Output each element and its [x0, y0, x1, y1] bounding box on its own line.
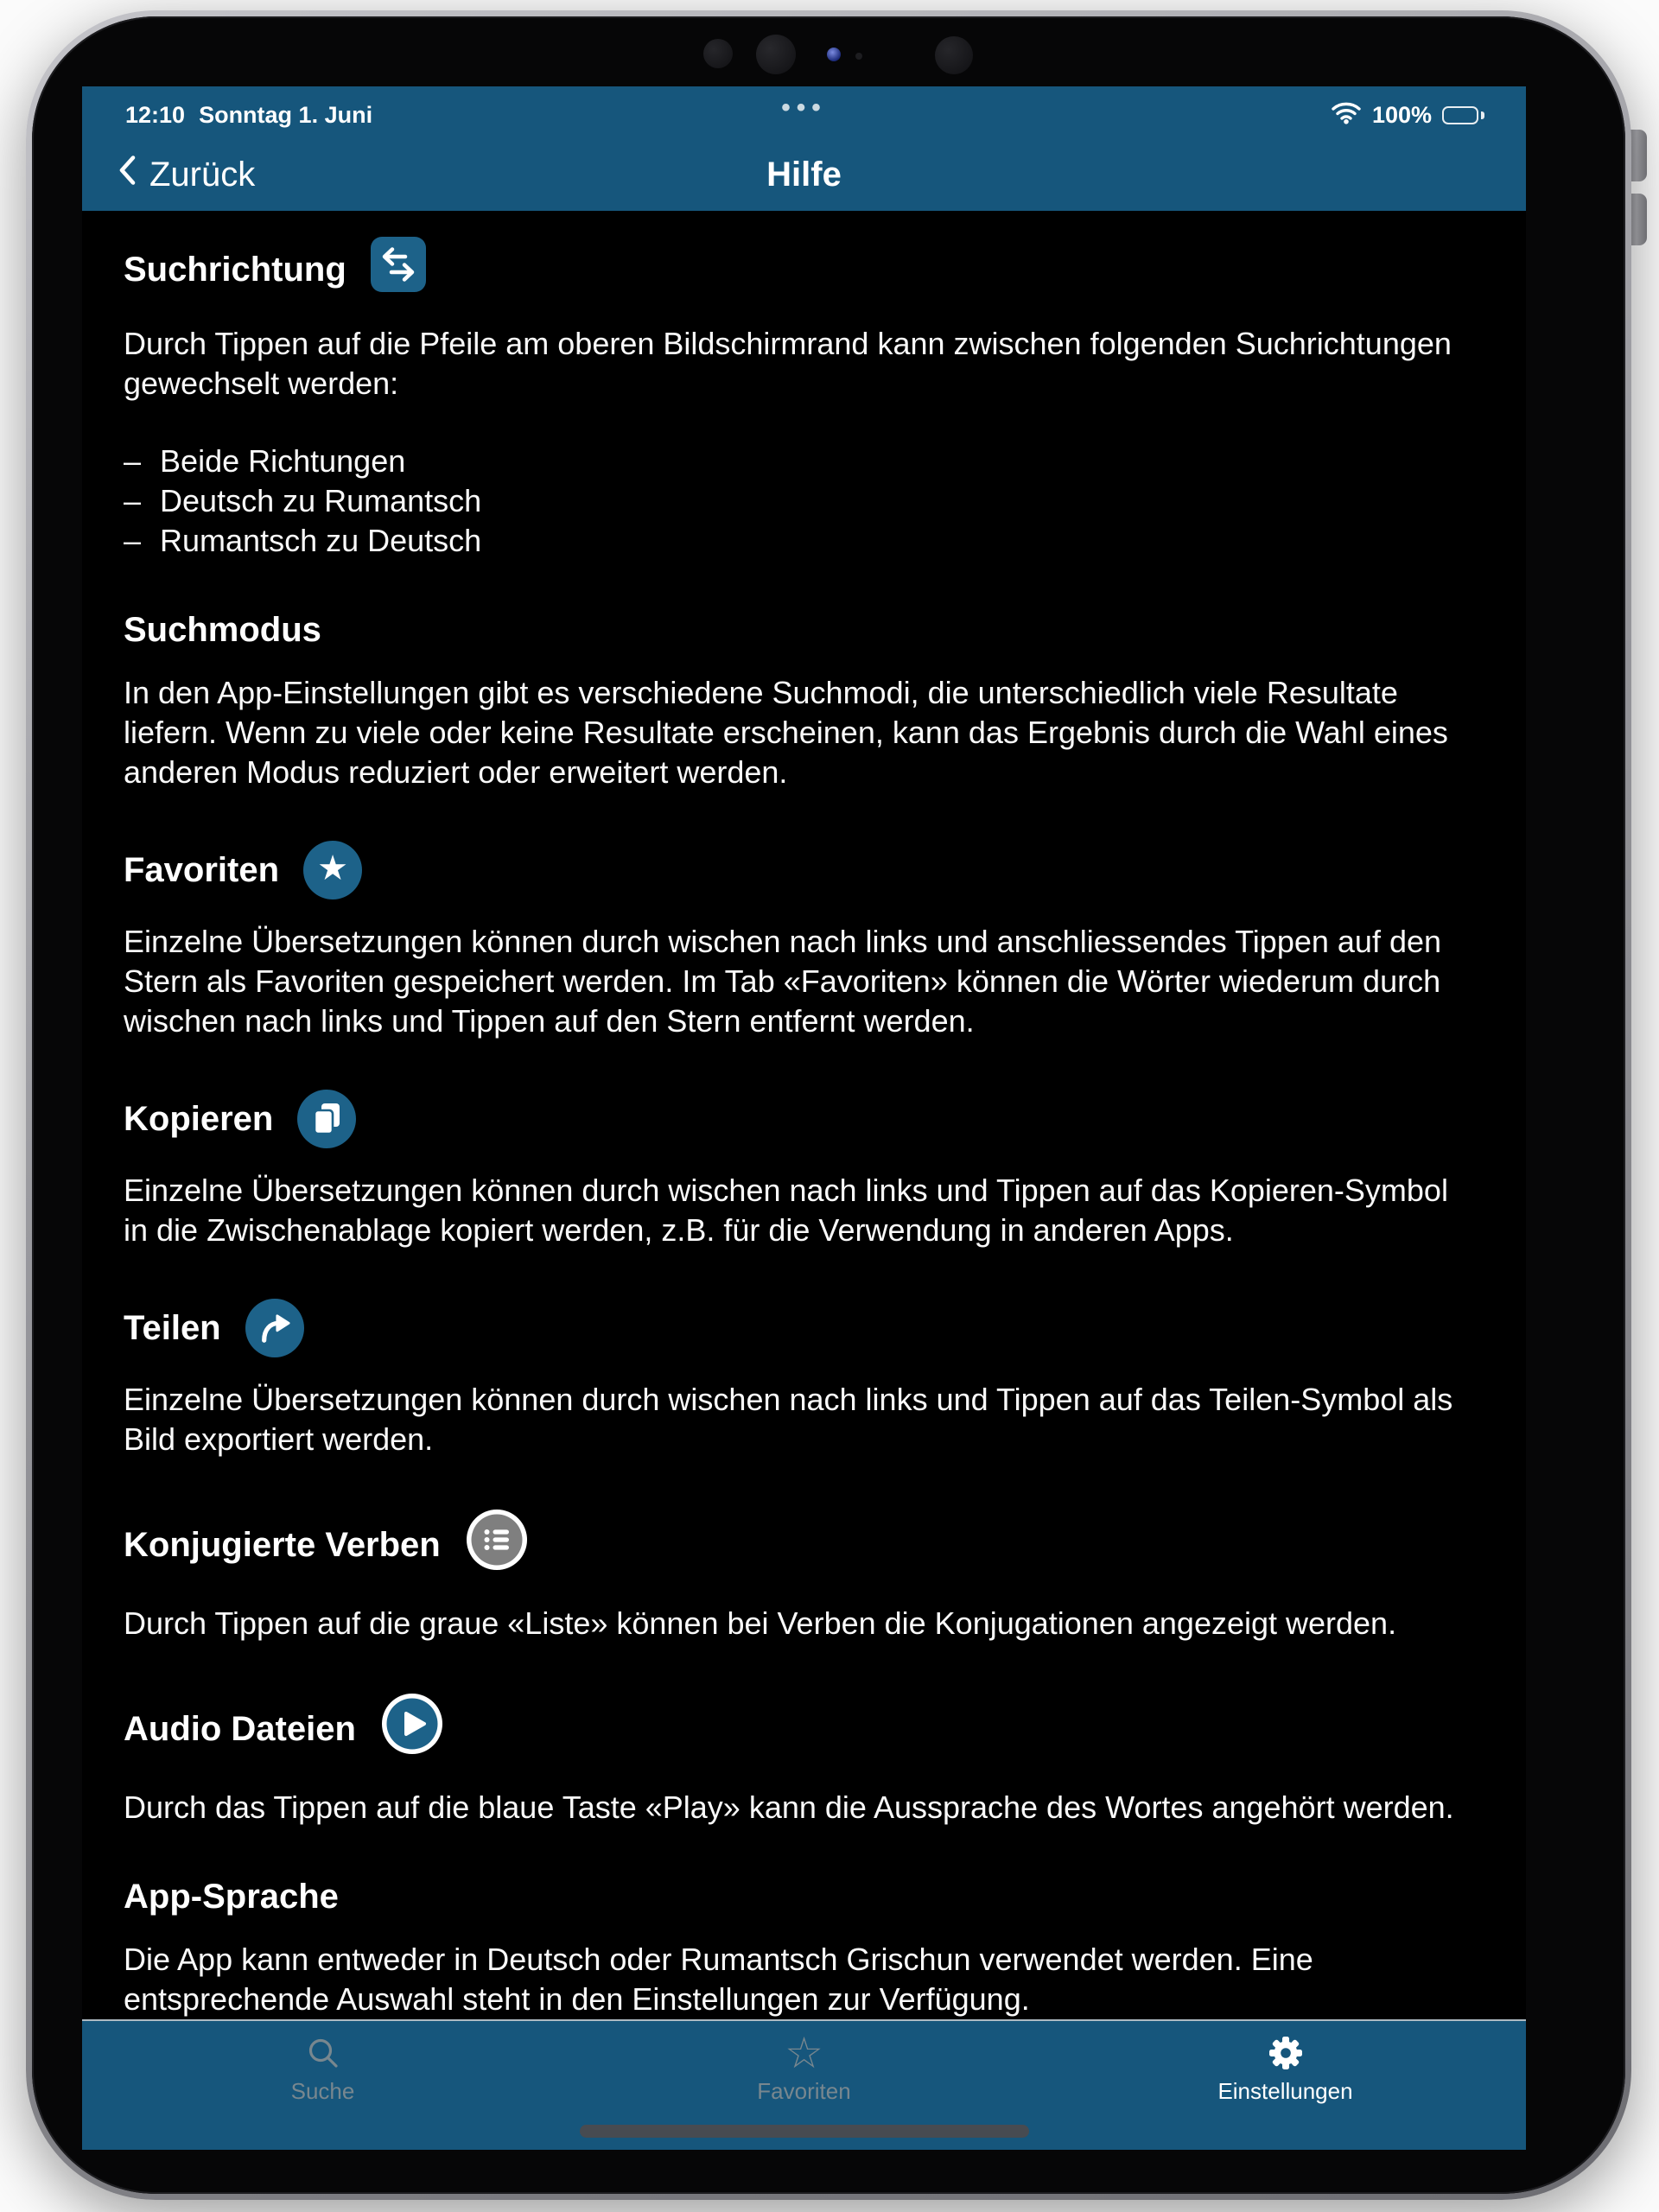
help-section: [124, 1299, 1471, 1459]
app-screen: [82, 86, 1526, 2119]
battery-percent: 100%: [1371, 101, 1432, 128]
star-outline-icon: [785, 2029, 823, 2077]
bullet-marker: –: [124, 483, 142, 518]
tab-suche[interactable]: [82, 2021, 563, 2105]
front-camera-icon: [703, 39, 733, 68]
front-camera-icon: [756, 35, 796, 74]
section-title: Suchrichtung: [124, 250, 346, 289]
tab-favoriten[interactable]: [563, 2021, 1045, 2105]
front-camera-icon: [935, 36, 973, 74]
help-section: [124, 1508, 1471, 1643]
section-title: Kopieren: [124, 1100, 274, 1138]
list-item-text: Rumantsch zu Deutsch: [160, 523, 482, 558]
section-heading: [124, 609, 1471, 651]
tab-einstellungen[interactable]: [1045, 2021, 1526, 2105]
tab-bar: [82, 2019, 1526, 2150]
section-title: Konjugierte Verben: [124, 1525, 441, 1564]
help-section: [124, 1876, 1471, 2019]
section-heading: [124, 1090, 1471, 1148]
star-outline-glyph: ☆: [785, 2029, 823, 2077]
bullet-marker: –: [124, 443, 142, 479]
list-item: [124, 521, 1471, 561]
share-icon: [245, 1299, 304, 1357]
ipad-device-frame: [26, 10, 1631, 2200]
section-text: Einzelne Übersetzungen können durch wischen nach links und Tippen auf das Kopieren-Symbol in die Zwischenablage kopiert werden, z.B. für die Verwendung in anderen Apps.: [124, 1173, 1448, 1248]
copy-icon: [297, 1090, 356, 1148]
section-title: Favoriten: [124, 851, 280, 889]
help-section: [124, 609, 1471, 792]
section-text: Durch Tippen auf die Pfeile am oberen Bildschirmrand kann zwischen folgenden Suchrichtungen gewechselt werden:: [124, 326, 1452, 401]
tab-label: Favoriten: [757, 2078, 851, 2104]
list-item-text: Deutsch zu Rumantsch: [160, 483, 482, 518]
search-icon: [304, 2033, 342, 2073]
section-heading: [124, 841, 1471, 899]
section-heading: [124, 237, 1471, 302]
section-text: Durch Tippen auf die graue «Liste» können bei Verben die Konjugationen angezeigt werden.: [124, 1605, 1397, 1641]
header: [82, 86, 1526, 211]
help-section: [124, 841, 1471, 1041]
multitasking-dots-icon: •••: [781, 93, 827, 122]
section-heading: [124, 1692, 1471, 1765]
section-text: Durch das Tippen auf die blaue Taste «Play» kann die Aussprache des Wortes angehört werden.: [124, 1789, 1454, 1825]
help-section: [124, 1692, 1471, 1827]
swap-arrows-icon: [371, 237, 426, 302]
tab-label: Einstellungen: [1217, 2078, 1353, 2104]
section-title: App-Sprache: [124, 1878, 339, 1916]
status-bar: [82, 86, 1526, 138]
section-title: Teilen: [124, 1309, 221, 1347]
home-indicator[interactable]: [580, 2125, 1029, 2138]
list-item: [124, 442, 1471, 481]
list-item: [124, 481, 1471, 521]
help-section: [124, 237, 1471, 561]
camera-lens-icon: [827, 48, 841, 61]
gear-icon: [1266, 2033, 1306, 2073]
section-title: Audio Dateien: [124, 1709, 356, 1748]
section-heading: [124, 1299, 1471, 1357]
page-title: Hilfe: [766, 155, 842, 194]
list-icon: [465, 1508, 529, 1581]
help-section: [124, 1090, 1471, 1250]
section-title: Suchmodus: [124, 611, 321, 649]
section-text: In den App-Einstellungen gibt es verschiedene Suchmodi, die unterschiedlich viele Resultate liefern. Wenn zu viele oder keine Resultate erscheinen, kann das Ergebnis durch die Wahl eines anderen Modus reduziert oder erweitert werden.: [124, 675, 1448, 790]
play-icon: [380, 1692, 444, 1765]
back-button-label: Zurück: [149, 155, 256, 194]
section-text: Die App kann entweder in Deutsch oder Rumantsch Grischun verwendet werden. Eine entsprechende Auswahl steht in den Einstellungen zur Verfügung.: [124, 1942, 1313, 2017]
bullet-list: [124, 442, 1471, 561]
section-heading: [124, 1876, 1471, 1917]
section-heading: [124, 1508, 1471, 1581]
clock-date: Sonntag 1. Juni: [199, 101, 373, 128]
sensor-dot-icon: [855, 53, 862, 60]
section-text: Einzelne Übersetzungen können durch wischen nach links und anschliessendes Tippen auf den Stern als Favoriten gespeichert werden. Im Tab «Favoriten» können die Wörter wiederum durch wischen nach links und Tippen auf den Stern entfernt werden.: [124, 924, 1442, 1039]
tab-label: Suche: [290, 2078, 355, 2104]
star-glyph: ★: [317, 849, 348, 887]
section-text: Einzelne Übersetzungen können durch wischen nach links und Tippen auf das Teilen-Symbol als Bild exportiert werden.: [124, 1382, 1453, 1457]
help-scroll-area[interactable]: [82, 211, 1526, 2019]
clock-time: 12:10: [125, 101, 186, 128]
bullet-marker: –: [124, 523, 142, 558]
star-icon: [303, 841, 362, 899]
navigation-bar: [82, 138, 1526, 211]
list-item-text: Beide Richtungen: [160, 443, 406, 479]
